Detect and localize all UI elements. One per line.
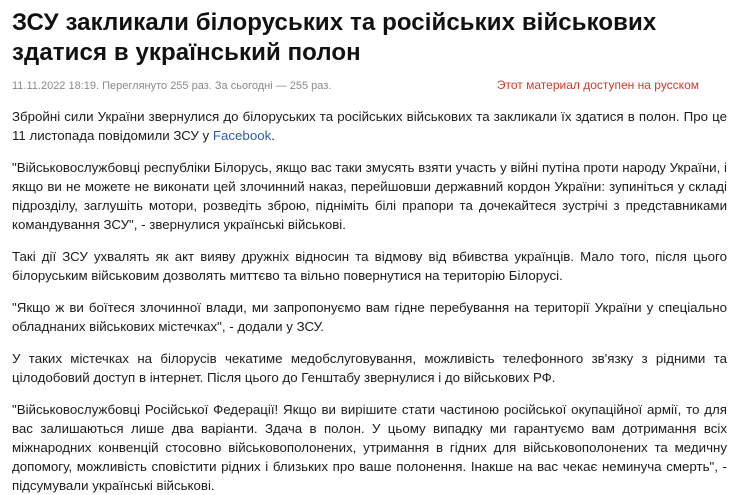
article-meta-row	[12, 78, 727, 93]
russian-version-link[interactable]: Этот материал доступен на русском	[496, 78, 699, 92]
page-title: ЗСУ закликали білоруських та російських військових здатися в український полон	[12, 9, 657, 66]
publish-date: 11.11.2022 18:19.	[12, 80, 100, 92]
paragraph-lead	[12, 107, 727, 145]
paragraph-3: Такі дії ЗСУ ухвалять як акт вияву дружніх відносин та відмову від вбивства українців. Мало того, після цього білоруським військовим дозволять миттєво та вільно повернутися на територію Білорусі.	[12, 249, 727, 283]
paragraph-2: "Військовослужбовці республіки Білорусь, якщо вас таки змусять взяти участь у війні путіна проти народу України, і якщо ви не можете не виконати цей злочинний наказ, перейшовши державний кордон України: зупиніться у складі підрозділу, заглушіть мотори, розведіть зброю, підніміть білі прапори та дочекайтеся зустрічі з представниками командування ЗСУ", - звернулися українські військові.	[12, 160, 727, 232]
paragraph-5: У таких містечках на білорусів чекатиме медобслуговування, можливість телефонного зв'язку з рідними та цілодобовий доступ в інтернет. Після цього до Генштабу звернулися і до військових РФ.	[12, 351, 727, 385]
paragraph-6: "Військовослужбовці Російської Федерації! Якщо ви вирішите стати частиною російської окупаційної армії, то для вас залишаються лише два варіанти. Здача в полон. У цьому випадку ми гарантуємо вам дотримання всіх міжнародних конвенцій стосовно військовополонених, утримання в гідних для військовополонених та медичну допомогу, можливість сповістити рідних і близьких про ваше полонення. Інакше на вас чекає неминуча смерть", - підсумували українські військові.	[12, 402, 727, 493]
paragraph-4: "Якщо ж ви боїтеся злочинної влади, ми запропонуємо вам гідне перебування на території України у спеціально обладнаних військових містечках", - додали у ЗСУ.	[12, 300, 727, 334]
lead-text-after: .	[271, 128, 275, 143]
meta-views-total: Переглянуто 255 раз.	[102, 80, 212, 92]
facebook-link[interactable]: Facebook	[212, 128, 272, 143]
article-meta	[12, 79, 331, 93]
lead-text-before: Збройні сили України звернулися до білоруських та російських військових та закликали їх здатися в полон. Про це 11 листопада повідомили ЗСУ у	[12, 109, 727, 143]
meta-views-today: За сьогодні — 255 раз.	[214, 80, 332, 92]
article-body	[12, 107, 727, 495]
